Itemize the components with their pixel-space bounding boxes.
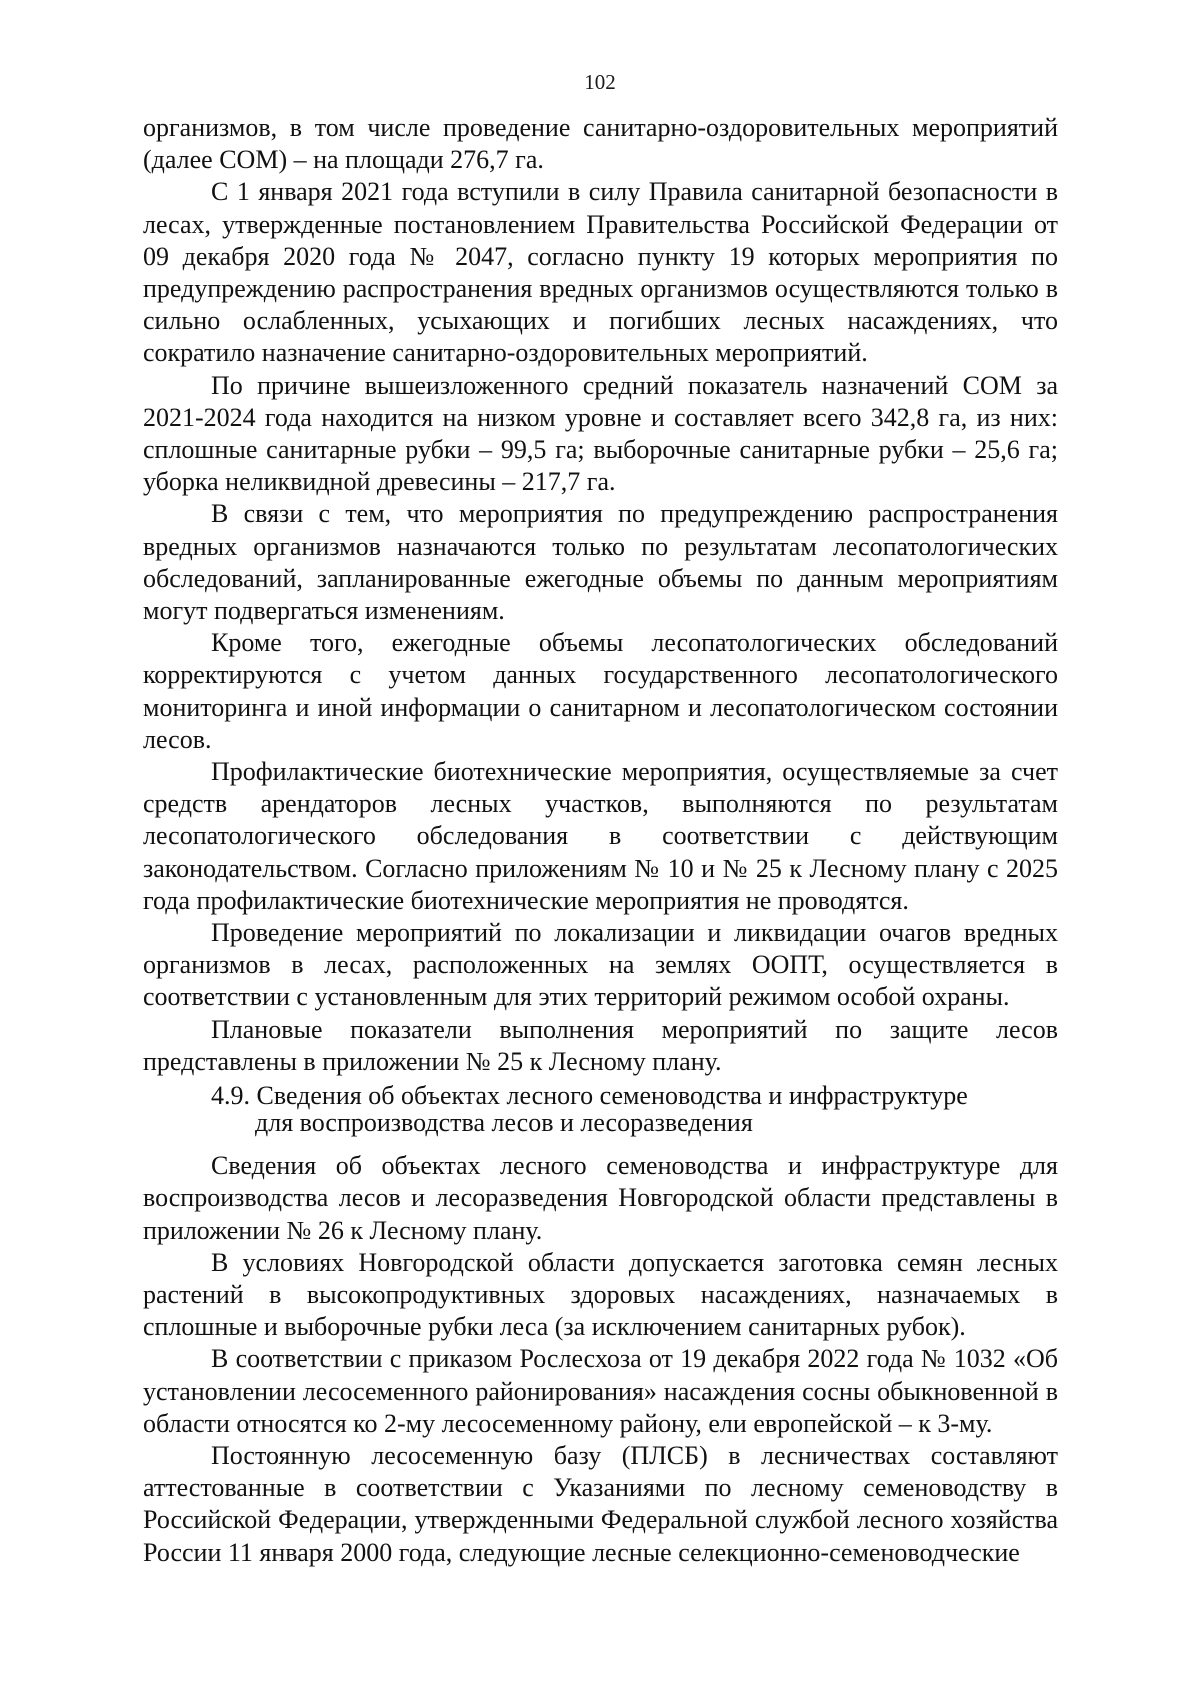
paragraph-seed-zoning: В соответствии с приказом Рослесхоза от 19 декабря 2022 года № 1032 «Об установлении лесосеменного районирования» насаждения сосны обыкновенной в области относятся ко 2-му лесосеменному району, ели европейской – к 3-му. (143, 1344, 1058, 1438)
paragraph-planned-volumes: В связи с тем, что мероприятия по предупреждению распространения вредных организмов назначаются только по результатам лесопатологических обследований, запланированные ежегодные объемы по данным мероприятиям могут подвергаться изменениям. (143, 499, 1058, 626)
section-heading (143, 1082, 1058, 1136)
page-number: 102 (584, 70, 616, 94)
paragraph-biotechnical-measures: Профилактические биотехнические мероприятия, осуществляемые за счет средств арендаторов лесных участков, выполняются по результатам лесопатологического обследования в соответствии с действующим законодательством. Согласно приложениям № 10 и № 25 к Лесному плану с 2025 года профилактические биотехнические мероприятия не проводятся. (143, 757, 1058, 915)
paragraph-seed-base: Постоянную лесосеменную базу (ПЛСБ) в лесничествах составляют аттестованные в соответствии с Указаниями по лесному семеноводству в Российской Федерации, утвержденными Федеральной службой лесного хозяйства России 11 января 2000 года, следующие лесные селекционно-семеноводческие (143, 1440, 1058, 1567)
section-heading-line1: 4.9. Сведения об объектах лесного семеноводства и инфраструктуре (211, 1081, 968, 1111)
paragraph-continuation: организмов, в том числе проведение санитарно-оздоровительных мероприятий (далее СОМ) – на площади 276,7 га. (143, 113, 1058, 175)
section-heading-line2: для воспроизводства лесов и лесоразведения (255, 1108, 753, 1138)
paragraph-survey-volumes: Кроме того, ежегодные объемы лесопатологических обследований корректируются с учетом данных государственного лесопатологического мониторинга и иной информации о санитарном и лесопатологическом состоянии лесов. (143, 628, 1058, 754)
paragraph-oopt-measures: Проведение мероприятий по локализации и ликвидации очагов вредных организмов в лесах, расположенных на землях ООПТ, осуществляется в соответствии с установленным для этих территорий режимом особой охраны. (143, 918, 1058, 1012)
paragraph-planned-indicators: Плановые показатели выполнения мероприятий по защите лесов представлены в приложении № 25 к Лесному плану. (143, 1014, 1058, 1076)
paragraph-seed-harvesting: В условиях Новгородской области допускается заготовка семян лесных растений в высокопродуктивных здоровых насаждениях, назначаемых в сплошные и выборочные рубки леса (за исключением санитарных рубок). (143, 1247, 1058, 1342)
paragraph-seed-objects: Сведения об объектах лесного семеноводства и инфраструктуре для воспроизводства лесов и лесоразведения Новгородской области представлены в приложении № 26 к Лесному плану. (143, 1151, 1058, 1245)
document-body (143, 112, 1058, 1569)
paragraph-sanitary-rules: С 1 января 2021 года вступили в силу Правила санитарной безопасности в лесах, утвержденные постановлением Правительства Российской Федерации от 09 декабря 2020 года № 2047, согласно пункту 19 которых мероприятия по предупреждению распространения вредных организмов осуществляются только в сильно ослабленных, усыхающих и погибших лесных насаждениях, что сократило назначение санитарно-оздоровительных мероприятий. (143, 177, 1058, 368)
paragraph-som-average: По причине вышеизложенного средний показатель назначений СОМ за 2021-2024 года находится на низком уровне и составляет всего 342,8 га, из них: сплошные санитарные рубки – 99,5 га; выборочные санитарные рубки – 25,6 га; уборка неликвидной древесины – 217,7 га. (143, 370, 1058, 497)
